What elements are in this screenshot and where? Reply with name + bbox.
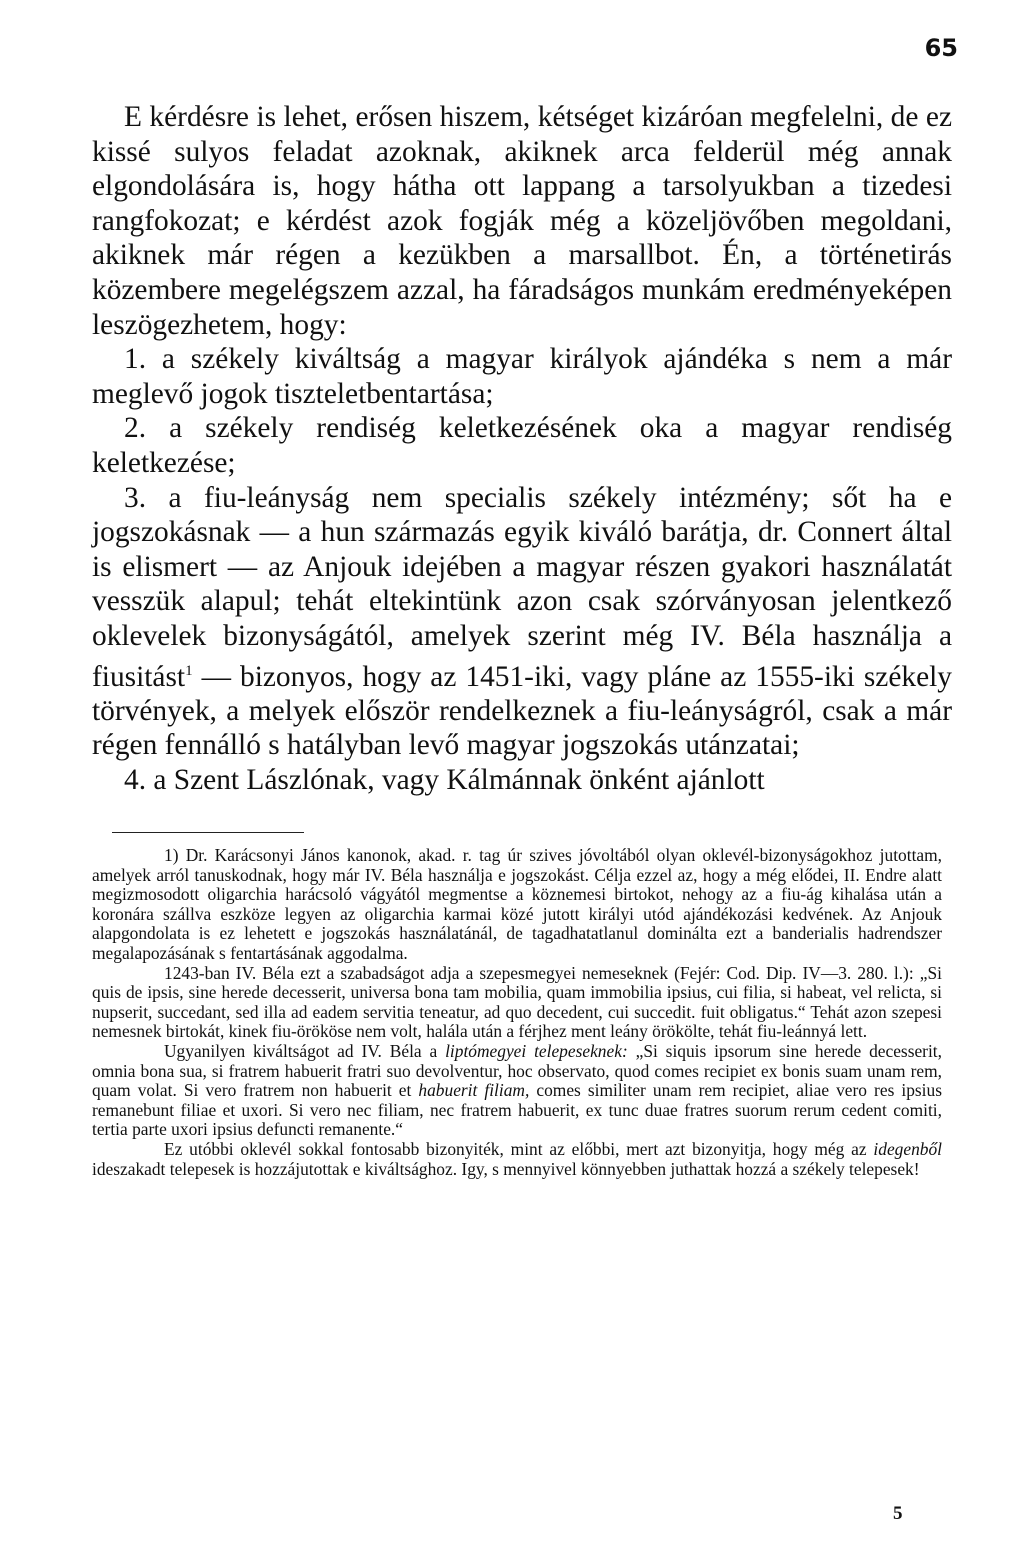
- footnote-ref: 1: [185, 662, 193, 679]
- point-3: [92, 481, 952, 764]
- footnote-1-para-3: [92, 1042, 942, 1140]
- fn3-text-a: Ugyanilyen kiváltságot ad IV. Béla a: [164, 1040, 446, 1061]
- main-text: [92, 100, 952, 798]
- page-number: 65: [924, 34, 958, 62]
- fn3-text-b: „Si siquis ipsorum sine herede decesserit, omnia bona sua, si fratrem habuerit fratri suo devolventur, hoc observato, quod comes recipiet ex bonis suam unam rem, quam volat. Si vero fratrem non habuerit et: [92, 1040, 942, 1101]
- point-3-text-b: — bizonyos, hogy az 1451-iki, vagy pláne az 1555-iki székely törvények, a melyek először rendelkeznek a fiu-leányságról, csak a már régen fennálló s hatályban levő magyar jogszokás utánzatai;: [92, 660, 952, 762]
- footnote-1-para-1: 1) Dr. Karácsonyi János kanonok, akad. r. tag úr szives jóvoltából olyan oklevél-bizonyságokhoz jutottam, amelyek arról tanuskodnak, hogy már IV. Béla használja e jogszokást. Célja ezzel az, hogy a még elődei, II. Endre alatt megizmosodott oligarchia harácsoló vágyától megmentse a köznemesi birtokot, nehogy az a fiu-ág kihalása után a koronára szállva eszköze legyen az oligarchia karmai közé jutott királyi utód ajándékozási kedvének. Az Anjouk alapgondolata is ez lehetett e jogszokás használatánál, de tagadhatatlanul dominálta ezt a banderialis hadrendszer megalapozásának s fentartásának aggodalma.: [92, 845, 942, 963]
- fn3-text-c: comes similiter unam rem recipiet, aliae vero res ipsius remanebunt filiae et uxori. Si vero nec filiam, nec fratrem habuerit, ex tunc duae fratres suorum rerum cedent comiti, tertia parte uxori ipsius defuncti remanente.“: [92, 1080, 942, 1140]
- intro-paragraph: E kérdésre is lehet, erősen hiszem, kétséget kizáróan megfelelni, de ez kissé sulyos feladat azoknak, akiknek arca felderül még annak elgondolására is, hogy hátha ott lappang a tarsolyukban a tizedesi rangfokozat; e kérdést azok fogják még a közeljövőben megoldani, akiknek már régen a kezükben a marsallbot. Én, a történetirás közembere megelégszem azzal, ha fáradságos munkám eredményeképen leszögezhetem, hogy:: [92, 101, 952, 341]
- fn4-text-a: Ez utóbbi oklevél sokkal fontosabb bizonyiték, mint az előbbi, mert azt bizonyitja, hogy még az: [164, 1138, 874, 1159]
- signature-mark: 5: [893, 1503, 903, 1524]
- footnotes: [92, 846, 942, 1179]
- point-3-text-a: 3. a fiu-leányság nem specialis székely intézmény; sőt ha e jogszokásnak — a hun származás egyik kiváló barátja, dr. Connert által is elismert — az Anjouk idejében a magyar részen gyakori használatát vesszük alapul; tehát eltekintünk azon csak szórványosan jelentkező oklevelek bizonyságától, amelyek szerint még IV. Béla használja a fiusitást: [92, 481, 952, 693]
- point-4: 4. a Szent Lászlónak, vagy Kálmánnak önként ajánlott: [124, 764, 765, 797]
- point-1: 1. a székely kiváltság a magyar királyok ajándéka s nem a már meglevő jogok tiszteletbentartása;: [92, 343, 952, 410]
- fn3-italic-b: habuerit filiam,: [418, 1080, 530, 1101]
- fn4-text-b: ideszakadt telepesek is hozzájutottak e kiváltsághoz. Igy, s mennyivel könnyebben juthattak hozzá a székely telepesek!: [92, 1158, 920, 1179]
- fn3-italic-a: liptómegyei telepeseknek:: [445, 1040, 628, 1061]
- footnote-rule: [112, 832, 304, 833]
- footnote-1-para-4: [92, 1140, 942, 1179]
- footnote-1-para-2: 1243-ban IV. Béla ezt a szabadságot adja a szepesmegyei nemeseknek (Fejér: Cod. Dip. IV—3. 280. l.): „Si quis de ipsis, sine herede decesserit, universa bona tam mobilia, quam immobilia ipsius, cui filia, si habeat, vel relicta, si nupserit, succedant, sed illa ad eadem servitia teneatur, ad quo decedent, cui succedit. fuit obligatus.“ Tehát azon szepesi nemesnek birtokát, kinek fiu-örököse nem volt, halála után a férjhez ment leány örökölte, tehát fiu-leánnyá lett.: [92, 962, 942, 1042]
- fn4-italic: idegenből: [873, 1138, 942, 1159]
- point-2: 2. a székely rendiség keletkezésének oka a magyar rendiség keletkezése;: [92, 412, 952, 479]
